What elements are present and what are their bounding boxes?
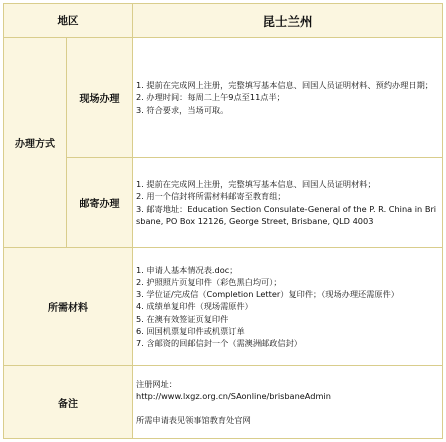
method-label-cell <box>3 37 67 248</box>
region-header-cell <box>3 3 133 38</box>
notes-spacer <box>136 402 440 414</box>
mail-line-2: 2. 用一个信封将所需材料邮寄至教育组； <box>136 191 286 202</box>
material-line-3: 3. 学位证/完成信（Completion Letter）复印件；（现场办理还需原件） <box>136 289 399 300</box>
onsite-line-1: 1. 提前在完成网上注册，完整填写基本信息、回国人员证明材料、预约办理日期； <box>136 80 433 91</box>
notes-register-label: 注册网址： <box>136 378 177 389</box>
city-title: 昆士兰州 <box>262 13 313 29</box>
mail-content-cell <box>132 157 443 248</box>
mail-line-3: 3. 邮寄地址：Education Section Consulate-General of the P. R. China in Brisbane, PO Box 12126, George Street, Brisbane, QLD 4003 <box>136 203 437 226</box>
onsite-label: 现场办理 <box>79 94 120 105</box>
mail-label: 邮寄办理 <box>79 199 120 210</box>
region-label: 地区 <box>57 15 79 27</box>
onsite-content-cell <box>132 37 443 158</box>
city-header-cell <box>132 3 443 38</box>
notes-forms-info: 所需申请表见领事馆教育处官网 <box>136 415 251 426</box>
material-line-5: 5. 在澳有效签证页复印件 <box>136 313 229 324</box>
material-line-2: 2. 护照照片页复印件（彩色黑白均可）； <box>136 276 282 287</box>
materials-label: 所需材料 <box>48 303 88 314</box>
materials-content-cell <box>132 247 443 366</box>
mail-line-1: 1. 提前在完成网上注册，完整填写基本信息、回国人员证明材料； <box>136 179 376 190</box>
onsite-line-2: 2. 办理时间：每周二上午9点至11点半； <box>136 92 285 103</box>
mail-label-cell <box>66 157 133 248</box>
material-line-4: 4. 成绩单复印件（现场需原件） <box>136 301 253 312</box>
material-line-6: 6. 回国机票复印件或机票订单 <box>136 325 245 336</box>
notes-content-cell <box>132 365 443 439</box>
material-line-1: 1. 申请人基本情况表.doc； <box>136 264 238 275</box>
notes-register-url: http://www.lxgz.org.cn/SAonline/brisbaneAdmin <box>136 390 331 401</box>
onsite-label-cell <box>66 37 133 158</box>
notes-label: 备注 <box>58 398 78 410</box>
materials-label-cell <box>3 247 133 366</box>
method-label: 办理方式 <box>15 139 55 150</box>
notes-label-cell <box>3 365 133 439</box>
onsite-line-3: 3. 符合要求，当场可取。 <box>136 104 229 115</box>
material-line-7: 7. 含邮资的回邮信封一个（需澳洲邮政信封） <box>136 338 302 348</box>
